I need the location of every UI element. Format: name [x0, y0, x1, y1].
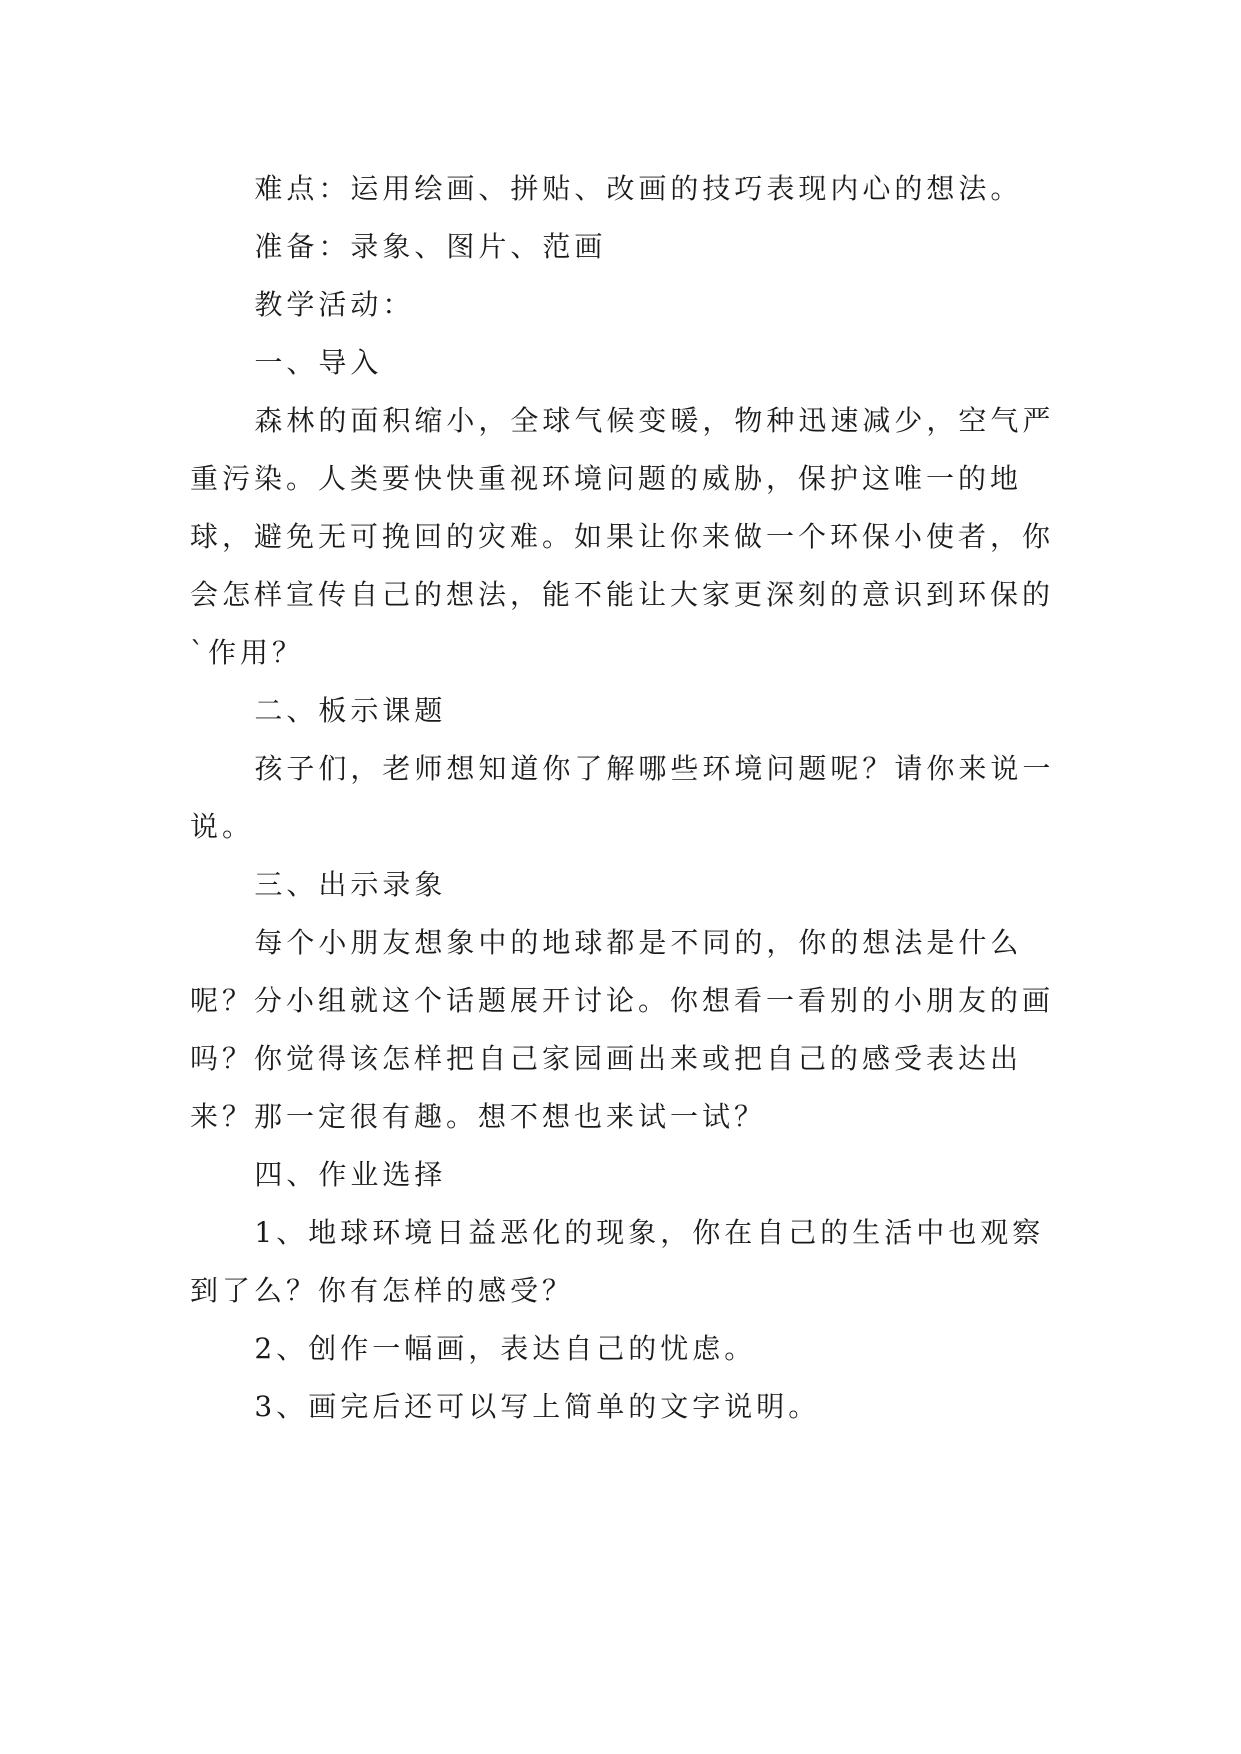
paragraph-topic: 孩子们，老师想知道你了解哪些环境问题呢？请你来说一说。: [190, 752, 1055, 843]
paragraph-video: 每个小朋友想象中的地球都是不同的，你的想法是什么呢？分小组就这个话题展开讨论。你想看一看别的小朋友的画吗？你觉得该怎样把自己家园画出来或把自己的感受表达出来？那一定很有趣。想不想也来试一试？: [190, 926, 1055, 1133]
section-heading-homework: 四、作业选择: [254, 1158, 447, 1191]
section-heading-topic: 二、板示课题: [254, 694, 447, 727]
paragraph-preparation: 准备：录象、图片、范画: [254, 230, 607, 263]
homework-item: 1、地球环境日益恶化的现象，你在自己的生活中也观察到了么？你有怎样的感受？: [190, 1216, 1045, 1307]
section-heading-video: 三、出示录象: [254, 868, 447, 901]
homework-item: 2、创作一幅画，表达自己的忧虑。: [254, 1332, 757, 1365]
paragraph-activities-heading: 教学活动：: [254, 288, 415, 321]
homework-item: 3、画完后还可以写上简单的文字说明。: [254, 1390, 821, 1423]
document-body: [190, 160, 1060, 1436]
section-heading-introduction: 一、导入: [254, 346, 383, 379]
paragraph-difficulty: 难点：运用绘画、拼贴、改画的技巧表现内心的想法。: [254, 172, 1023, 205]
paragraph-introduction: 森林的面积缩小，全球气候变暖，物种迅速减少，空气严重污染。人类要快快重视环境问题的威胁，保护这唯一的地球，避免无可挽回的灾难。如果让你来做一个环保小使者，你会怎样宣传自己的想法，能不能让大家更深刻的意识到环保的`作用？: [190, 404, 1055, 669]
